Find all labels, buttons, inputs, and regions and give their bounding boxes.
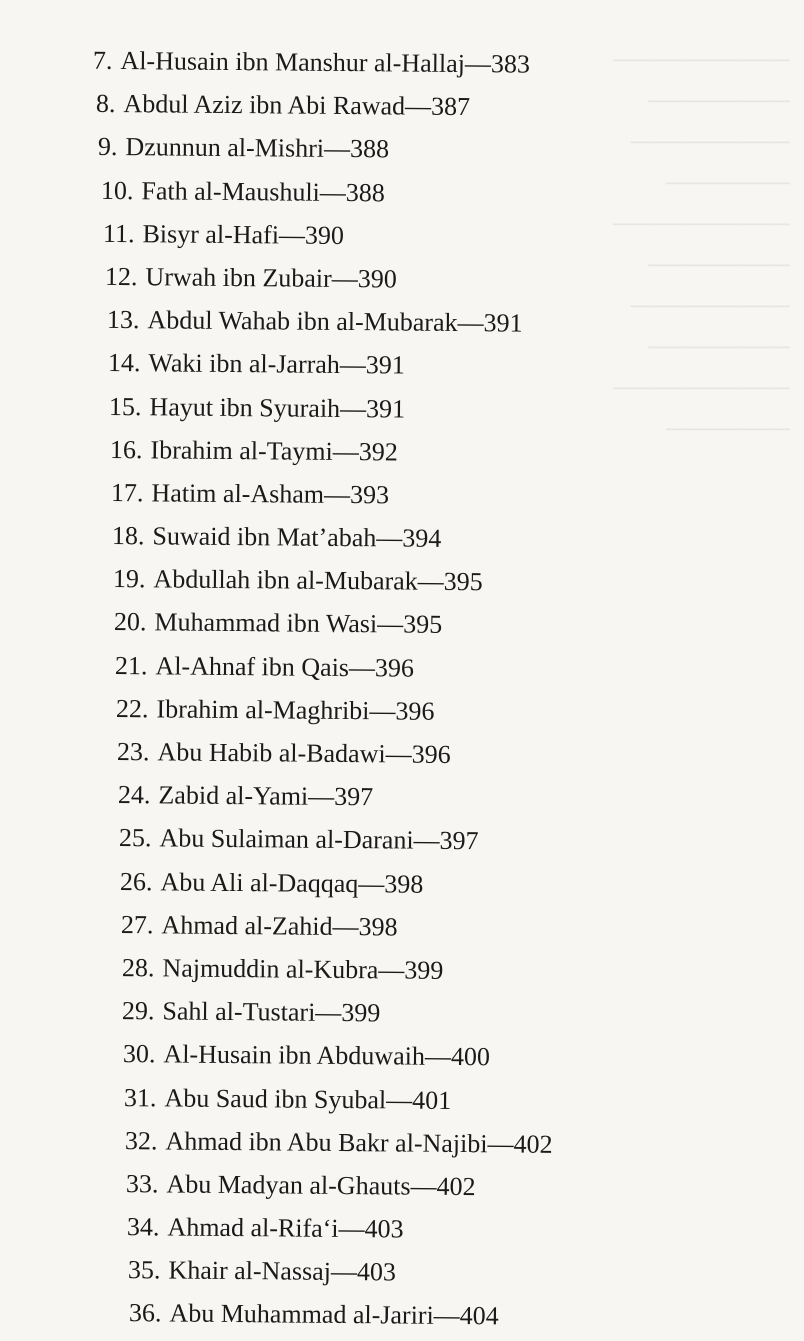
toc-entry: [0, 168, 804, 218]
entry-number: 24.: [117, 780, 151, 810]
toc-entry: [0, 643, 804, 693]
table-of-contents-list: [0, 38, 804, 1334]
entry-number: 14.: [107, 348, 141, 378]
entry-number: 32.: [124, 1125, 158, 1156]
toc-entry: [0, 1247, 804, 1297]
toc-entry: [0, 988, 804, 1038]
entry-number: 12.: [104, 261, 138, 292]
toc-entry: [0, 815, 804, 865]
entry-text: Ahmad al-Zahid—398: [161, 910, 398, 942]
entry-number: 28.: [121, 953, 155, 983]
entry-text: Urwah ibn Zubair—390: [145, 262, 397, 294]
entry-text: Khair al-Nassaj—403: [168, 1255, 397, 1287]
entry-number: 31.: [123, 1082, 157, 1112]
entry-text: Abu Sulaiman al-Darani—397: [159, 823, 479, 856]
entry-text: Zabid al-Yami—397: [158, 780, 374, 812]
toc-entry: [0, 1031, 804, 1081]
toc-entry: [0, 38, 804, 88]
toc-entry: [0, 1204, 804, 1254]
entry-number: 22.: [115, 693, 149, 724]
entry-number: 16.: [109, 434, 143, 464]
entry-number: 19.: [112, 564, 146, 594]
entry-number: 35.: [127, 1255, 161, 1285]
entry-text: Ahmad ibn Abu Bakr al-Najibi—402: [165, 1126, 553, 1159]
entry-text: Al-Husain ibn Abduwaih—400: [163, 1039, 491, 1072]
toc-entry: [0, 340, 804, 390]
entry-text: Hatim al-Asham—393: [151, 478, 390, 510]
entry-number: 18.: [111, 521, 145, 551]
entry-number: 8.: [95, 89, 116, 119]
toc-entry: [0, 297, 804, 347]
toc-entry: [0, 772, 804, 822]
entry-number: 26.: [119, 866, 153, 896]
entry-text: Dzunnun al-Mishri—388: [125, 132, 390, 164]
entry-text: Ibrahim al-Maghribi—396: [156, 694, 435, 726]
toc-entry: [0, 599, 804, 649]
entry-text: Abdullah ibn al-Mubarak—395: [153, 564, 483, 597]
entry-number: 15.: [108, 391, 142, 421]
entry-text: Abu Madyan al-Ghauts—402: [166, 1169, 476, 1202]
entry-text: Hayut ibn Syuraih—391: [149, 391, 406, 424]
entry-text: Abdul Wahab ibn al-Mubarak—391: [147, 305, 523, 338]
entry-text: Najmuddin al-Kubra—399: [162, 953, 444, 985]
toc-entry: [0, 254, 804, 304]
entry-text: Fath al-Maushuli—388: [141, 175, 385, 207]
entry-number: 36.: [128, 1298, 162, 1328]
toc-entry: [0, 686, 804, 736]
entry-text: Al-Husain ibn Manshur al-Hallaj—383: [120, 46, 531, 79]
toc-entry: [0, 384, 804, 434]
toc-entry: [0, 1075, 804, 1125]
entry-text: Muhammad ibn Wasi—395: [154, 607, 443, 640]
toc-entry: [0, 1161, 804, 1211]
toc-entry: [0, 513, 804, 563]
entry-number: 20.: [113, 607, 147, 637]
entry-text: Ibrahim al-Taymi—392: [150, 435, 398, 467]
entry-number: 30.: [122, 1039, 156, 1069]
entry-text: Sahl al-Tustari—399: [162, 996, 381, 1028]
entry-text: Abdul Aziz ibn Abi Rawad—387: [123, 89, 471, 122]
entry-text: Abu Ali al-Daqqaq—398: [160, 866, 424, 899]
toc-entry: [0, 1118, 804, 1168]
toc-entry: [0, 729, 804, 779]
entry-number: 17.: [110, 477, 144, 508]
entry-text: Abu Muhammad al-Jariri—404: [169, 1298, 499, 1331]
toc-entry: [0, 902, 804, 952]
entry-text: Abu Habib al-Badawi—396: [157, 737, 451, 769]
toc-entry: [0, 556, 804, 606]
entry-number: 10.: [100, 175, 134, 205]
toc-entry: [0, 124, 804, 174]
entry-number: 33.: [125, 1168, 159, 1199]
toc-entry: [0, 427, 804, 477]
entry-number: 27.: [120, 909, 154, 940]
entry-text: Bisyr al-Hafi—390: [142, 218, 345, 250]
entry-text: Suwaid ibn Mat’abah—394: [152, 521, 442, 553]
entry-number: 7.: [92, 45, 113, 75]
entry-text: Waki ibn al-Jarrah—391: [148, 348, 406, 380]
entry-number: 9.: [97, 132, 118, 162]
toc-entry: [0, 945, 804, 995]
entry-text: Ahmad al-Rifa‘i—403: [167, 1212, 404, 1244]
toc-entry: [0, 81, 804, 131]
entry-number: 13.: [106, 305, 140, 335]
bleed-through-texture: ────────── ──────── ───────── ─────── ────────── ──────── ───────── ──────── ────────── ───────: [612, 47, 790, 443]
entry-number: 34.: [126, 1212, 160, 1242]
entry-text: Al-Ahnaf ibn Qais—396: [155, 650, 415, 683]
entry-number: 23.: [116, 737, 150, 767]
entry-number: 11.: [102, 218, 135, 248]
entry-number: 29.: [121, 996, 155, 1026]
toc-entry: [0, 211, 804, 261]
entry-text: Abu Saud ibn Syubal—401: [164, 1082, 452, 1115]
entry-number: 25.: [118, 823, 152, 853]
toc-entry: [0, 470, 804, 520]
entry-number: 21.: [114, 650, 148, 680]
toc-entry: [0, 859, 804, 909]
toc-entry: [0, 1290, 804, 1340]
